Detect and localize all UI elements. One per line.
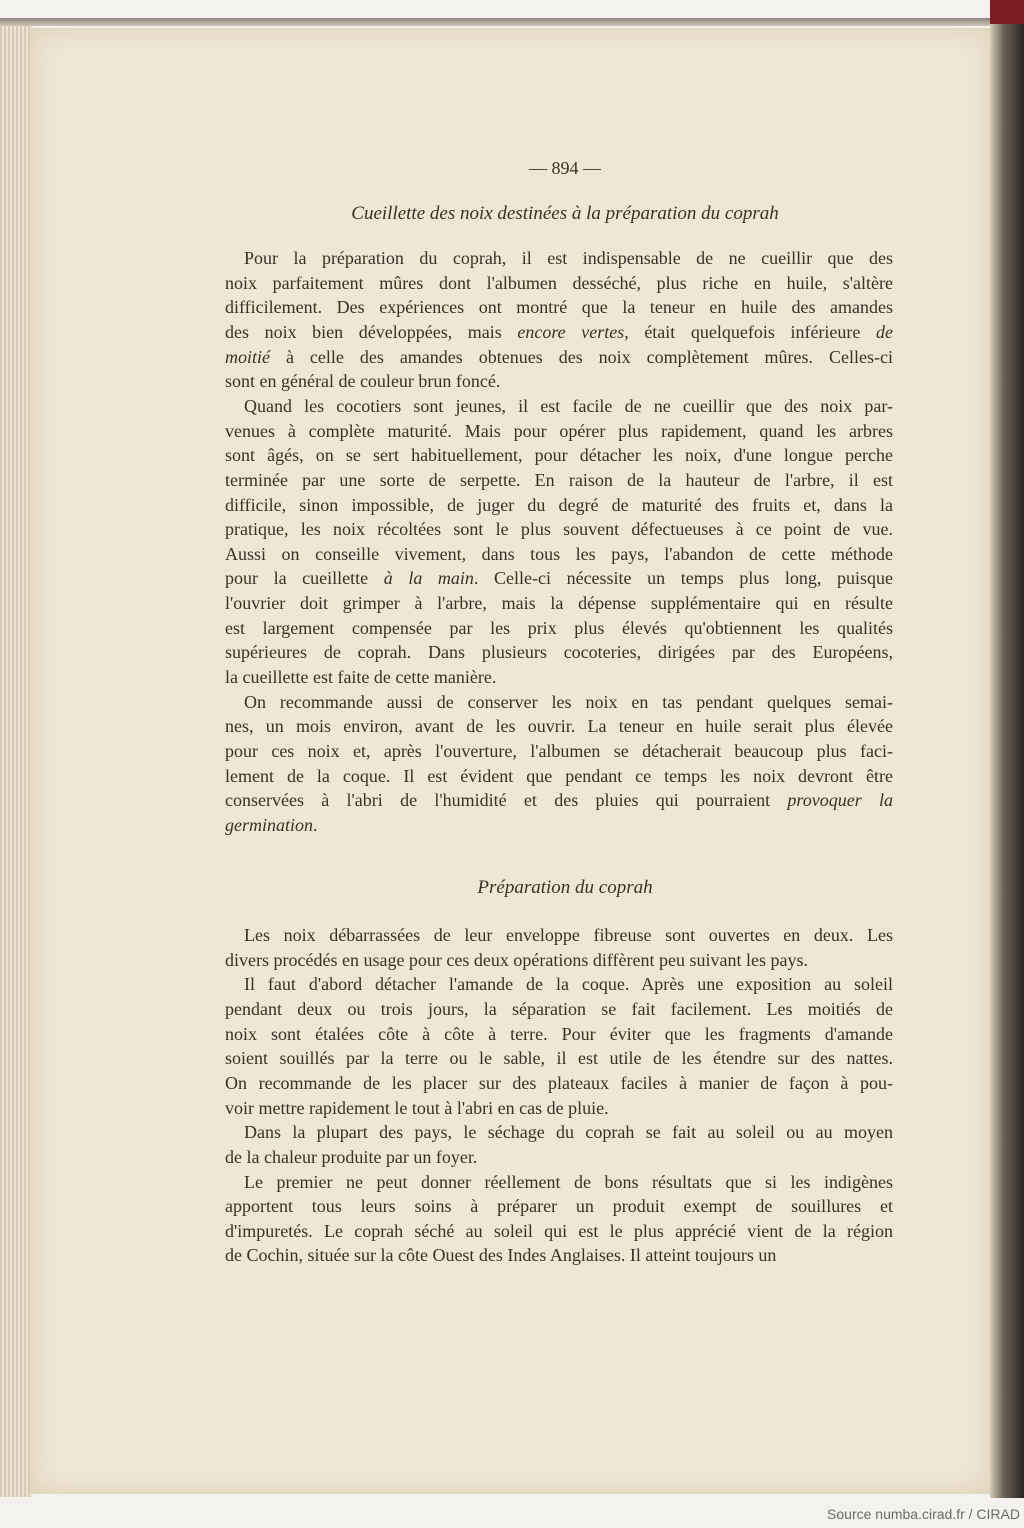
text-line: difficile, sinon impossible, de juger du degré de maturité des fruits et, dans la [225,494,893,515]
text-line: supérieures de coprah. Dans plusieurs cocoteries, dirigées par des Européens, [225,642,893,663]
text-line: noix parfaitement mûres dont l'albumen desséché, plus riche en huile, s'altère [225,272,893,293]
text-line: soient souillés par la terre ou le sable, il est utile de les étendre sur des nattes. [225,1048,893,1069]
book-binding-edge [990,20,1024,1498]
text-line: est largement compensée par les prix plus élevés qu'obtiennent les qualités [225,617,893,638]
text-line: Aussi on conseille vivement, dans tous les pays, l'abandon de cette méthode [225,543,893,564]
text-line [225,567,893,589]
text-line: sont en général de couleur brun foncé. [225,371,501,392]
italic-text: de [875,321,893,342]
section-heading: Cueillette des noix destinées à la préparation du coprah [351,203,779,224]
text-line: terminée par une sorte de serpette. En raison de la hauteur de l'arbre, il est [225,469,893,490]
text-segment: . [313,814,318,835]
text-segment: , était quelquefois inférieure [624,321,876,342]
text-line: d'impuretés. Le coprah séché au soleil qui est le plus apprécié vient de la région [225,1220,893,1241]
text-line [225,814,893,836]
italic-text: encore vertes [517,321,625,342]
text-line: l'ouvrier doit grimper à l'arbre, mais la dépense supplémentaire qui en résulte [225,593,893,614]
text-line: On recommande de les placer sur des plateaux faciles à manier de façon à pou- [225,1072,893,1093]
text-line: pour ces noix et, après l'ouverture, l'albumen se détacherait beaucoup plus faci- [225,741,893,761]
text-line [225,346,893,368]
text-line: noix sont étalées côte à côte à terre. Pour éviter que les fragments d'amande [225,1023,893,1044]
text-line [225,789,893,811]
text-line: sont âgés, on se sert habituellement, pour détacher les noix, d'une longue perche [225,445,893,466]
italic-text: moitié [225,346,270,367]
text-line: difficilement. Des expériences ont montré que la teneur en huile des amandes [225,297,893,318]
text-line: venues à complète maturité. Mais pour opérer plus rapidement, quand les arbres [225,420,893,441]
text-line: pratique, les noix récoltées sont le plus souvent défectueuses à ce point de vue. [225,519,893,540]
text-line: la cueillette est faite de cette manière. [225,667,497,688]
bookmark-ribbon [990,0,1024,24]
source-credit: Source numba.cirad.fr / CIRAD [827,1506,1020,1522]
text-segment: . Celle-ci nécessite un temps plus long, puisque [473,568,893,589]
text-line: pendant deux ou trois jours, la séparation se fait facilement. Les moitiés de [225,998,893,1019]
page-stack-edge [0,22,32,1497]
text-line: On recommande aussi de conserver les noix en tas pendant quelques semai- [244,691,893,712]
page-number: — 894 — [529,158,601,178]
text-line: Pour la préparation du coprah, il est indispensable de ne cueillir que des [244,248,893,268]
text-line: apportent tous leurs soins à préparer un produit exempt de souillures et [225,1196,893,1217]
section-heading: Préparation du coprah [477,877,653,898]
text-line: Quand les cocotiers sont jeunes, il est facile de ne cueillir que des noix par- [244,395,893,416]
text-line: de Cochin, située sur la côte Ouest des Indes Anglaises. Il atteint toujours un [225,1245,777,1266]
italic-text: à la main [383,568,474,589]
text-line: Le premier ne peut donner réellement de bons résultats que si les indigènes [244,1171,893,1192]
text-line [225,321,893,343]
text-line: de la chaleur produite par un foyer. [225,1146,478,1167]
text-segment: pour la cueillette [225,568,384,589]
text-line: Dans la plupart des pays, le séchage du coprah se fait au soleil ou au moyen [244,1122,893,1143]
text-line: nes, un mois environ, avant de les ouvrir. La teneur en huile serait plus élevée [225,716,893,737]
text-line: Les noix débarrassées de leur enveloppe fibreuse sont ouvertes en deux. Les [244,925,893,945]
text-line: Il faut d'abord détacher l'amande de la coque. Après une exposition au soleil [244,974,893,995]
text-line: divers procédés en usage pour ces deux opérations diffèrent peu suivant les pays. [225,949,808,970]
text-line: voir mettre rapidement le tout à l'abri en cas de pluie. [225,1097,609,1118]
italic-text: provoquer la [787,790,893,811]
book-top-edge [0,18,1024,26]
text-segment: à celle des amandes obtenues des noix complètement mûres. Celles-ci [270,346,893,367]
text-segment: conservées à l'abri de l'humidité et des pluies qui pourraient [225,790,788,811]
italic-text: germination [225,814,313,835]
text-line: lement de la coque. Il est évident que pendant ce temps les noix devront être [225,765,893,786]
text-segment: des noix bien développées, mais [225,321,518,342]
